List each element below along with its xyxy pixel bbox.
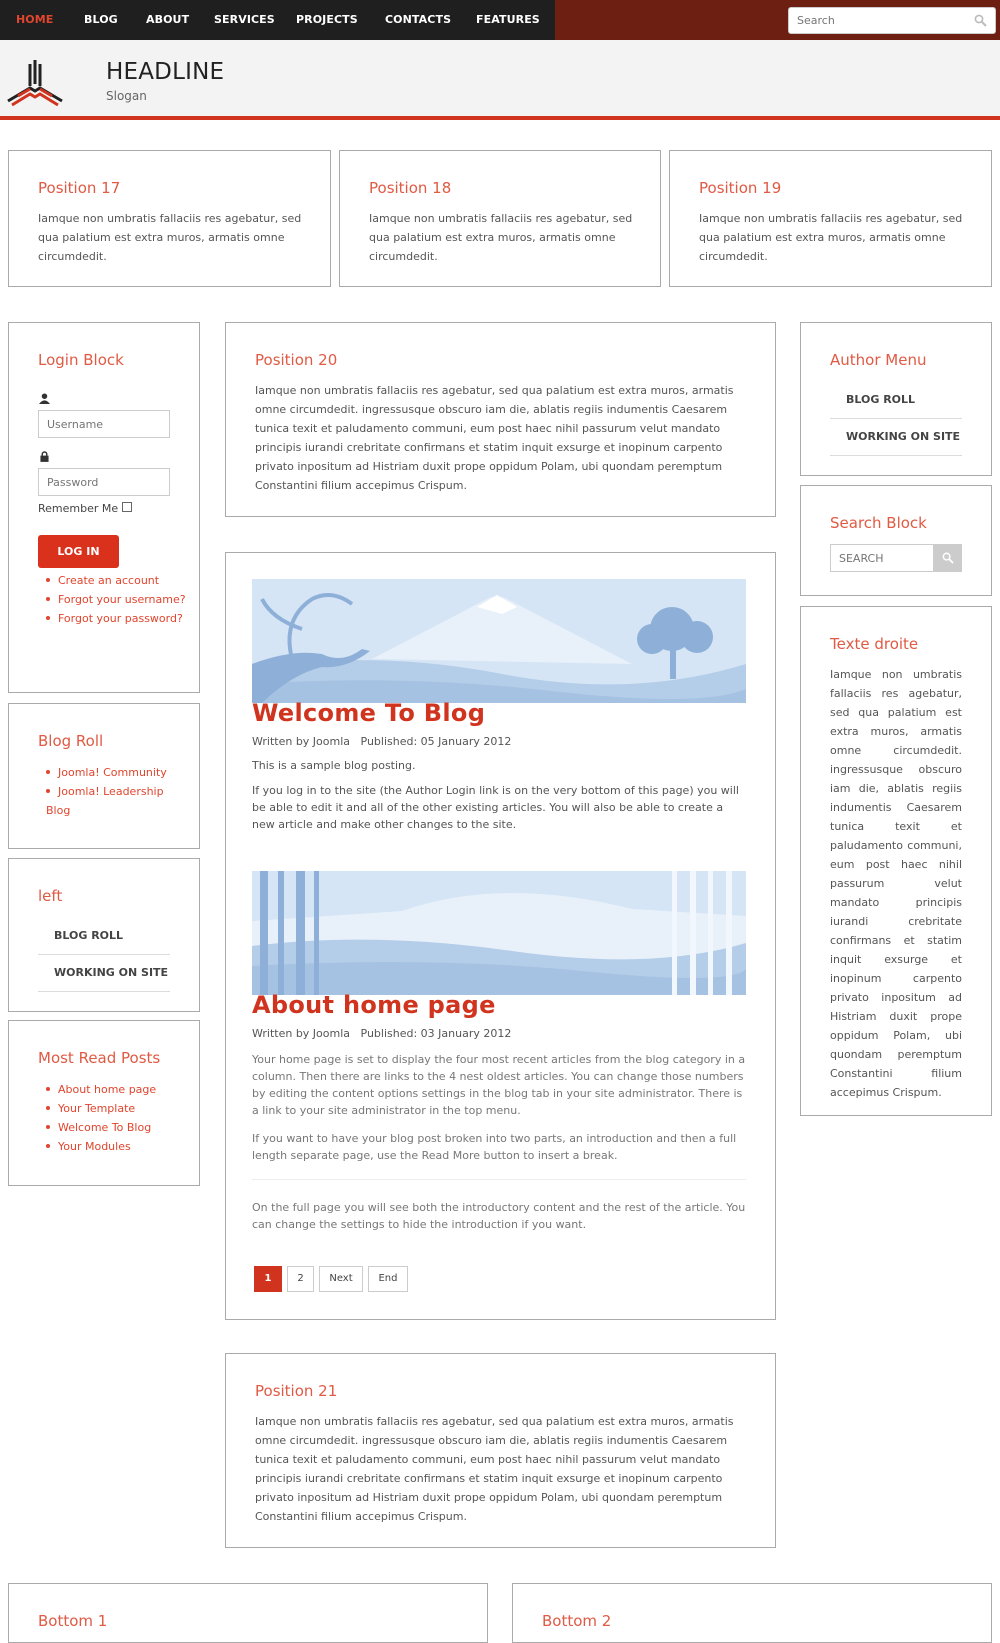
bottom-1-title: Bottom 1 bbox=[38, 1612, 108, 1630]
position-18-title: Position 18 bbox=[369, 179, 452, 197]
texte-droite-text: Iamque non umbratis fallaciis res agebatur, sed qua palatium est extra muros, armatis omne circumdedit. ingressusque obscuro iam die, ablatis regiis indumentis Caesarem tunica texit et paludamento communi, eum post haec nihil passurum velut mandato principis iurandi crebritate confirmans et statim inquit exsurge et inopinum carpento privato inpositum ad Histriam duxit prope oppidum Polam, ubi quondam peremptum Constantini filium accepimus Crispum. bbox=[830, 668, 962, 1099]
list-item bbox=[46, 763, 186, 782]
list-item bbox=[46, 590, 191, 609]
bottom-2-title: Bottom 2 bbox=[542, 1612, 612, 1630]
list-item bbox=[46, 609, 191, 628]
texte-droite-title: Texte droite bbox=[830, 635, 919, 653]
nav-about[interactable]: ABOUT bbox=[146, 13, 190, 26]
article-1-image bbox=[252, 579, 746, 703]
position-21-title: Position 21 bbox=[255, 1382, 338, 1400]
most-read-title: Most Read Posts bbox=[38, 1049, 161, 1067]
position-17-title: Position 17 bbox=[38, 179, 121, 197]
blog-roll-links bbox=[46, 763, 186, 820]
password-field bbox=[38, 468, 170, 496]
main-nav bbox=[0, 0, 555, 40]
search-block-button[interactable] bbox=[934, 544, 962, 572]
search-block-input[interactable] bbox=[831, 545, 933, 571]
article-2-paragraph-1: Your home page is set to display the four most recent articles from the blog category in a column. Then there are links to the 4 nest oldest articles. You can change those numbers by editing the content options settings in the blog tab in your site administrator. There is a link to your site administrator in the top menu. bbox=[252, 1053, 746, 1117]
your-template-link[interactable]: Your Template bbox=[58, 1102, 136, 1115]
login-block bbox=[8, 322, 200, 693]
login-title: Login Block bbox=[38, 351, 124, 369]
position-19-title: Position 19 bbox=[699, 179, 782, 197]
bottom-2-box bbox=[512, 1583, 992, 1643]
list-item bbox=[46, 1118, 191, 1137]
position-20-box bbox=[225, 322, 776, 517]
left-menu-blog-roll[interactable]: BLOG ROLL bbox=[38, 918, 170, 955]
page-1-button[interactable]: 1 bbox=[254, 1266, 282, 1292]
create-account-link[interactable]: Create an account bbox=[58, 574, 160, 587]
position-18-box bbox=[339, 150, 661, 287]
article-2-paragraph-3: On the full page you will see both the introductory content and the rest of the article. You can change the settings to hide the introduction if you want. bbox=[252, 1201, 746, 1231]
login-button[interactable]: LOG IN bbox=[38, 535, 119, 568]
your-modules-link[interactable]: Your Modules bbox=[58, 1140, 131, 1153]
article-1-paragraph-2: If you log in to the site (the Author Login link is on the very bottom of this page) you will be able to edit it and all of the other existing articles. You will also be able to create a new article and make other changes to the site. bbox=[252, 784, 739, 831]
article-2-paragraph-2: If you want to have your blog post broken into two parts, an introduction and then a full length separate page, use the Read More button to insert a break. bbox=[252, 1132, 737, 1162]
welcome-to-blog-link[interactable]: Welcome To Blog bbox=[58, 1121, 152, 1134]
position-19-box bbox=[669, 150, 992, 287]
search-icon[interactable] bbox=[974, 14, 987, 27]
author-menu-title: Author Menu bbox=[830, 351, 927, 369]
left-menu-block bbox=[8, 858, 200, 1012]
checkbox-icon[interactable] bbox=[122, 502, 132, 512]
list-item bbox=[46, 571, 191, 590]
position-19-text: Iamque non umbratis fallaciis res agebatur, sed qua palatium est extra muros, armatis omne circumdedit. bbox=[699, 212, 963, 263]
top-search bbox=[788, 7, 996, 34]
left-menu bbox=[38, 918, 170, 992]
most-read-block bbox=[8, 1020, 200, 1186]
article-1-paragraph-1: This is a sample blog posting. bbox=[252, 759, 416, 772]
search-block-field bbox=[830, 544, 934, 572]
login-links bbox=[46, 571, 191, 628]
list-item bbox=[46, 1080, 191, 1099]
position-21-box bbox=[225, 1353, 776, 1548]
about-home-page-link[interactable]: About home page bbox=[58, 1083, 157, 1096]
top-search-input[interactable] bbox=[789, 8, 959, 33]
article-2-title[interactable]: About home page bbox=[252, 991, 496, 1019]
texte-droite-block bbox=[800, 606, 992, 1116]
site-slogan: Slogan bbox=[106, 89, 147, 103]
end-page-button[interactable]: End bbox=[368, 1266, 408, 1292]
nav-blog[interactable]: BLOG bbox=[84, 13, 118, 26]
blog-roll-title: Blog Roll bbox=[38, 732, 104, 750]
site-headline: HEADLINE bbox=[106, 59, 225, 85]
next-page-button[interactable]: Next bbox=[319, 1266, 363, 1292]
username-field bbox=[38, 410, 170, 438]
search-block bbox=[800, 485, 992, 596]
top-bar bbox=[0, 0, 1000, 40]
joomla-community-link[interactable]: Joomla! Community bbox=[58, 766, 167, 779]
article-divider bbox=[252, 1179, 746, 1180]
user-icon bbox=[39, 393, 50, 404]
list-item bbox=[46, 1137, 191, 1156]
nav-features[interactable]: FEATURES bbox=[476, 13, 540, 26]
article-2-image bbox=[252, 871, 746, 995]
bottom-1-box bbox=[8, 1583, 488, 1643]
nav-services[interactable]: SERVICES bbox=[214, 13, 275, 26]
left-menu-working-on-site[interactable]: WORKING ON SITE bbox=[38, 955, 170, 992]
article-1-title[interactable]: Welcome To Blog bbox=[252, 699, 486, 727]
nav-contacts[interactable]: CONTACTS bbox=[385, 13, 452, 26]
page-2-button[interactable]: 2 bbox=[287, 1266, 314, 1292]
most-read-links bbox=[46, 1080, 191, 1156]
forgot-password-link[interactable]: Forgot your password? bbox=[58, 612, 183, 625]
search-block-title: Search Block bbox=[830, 514, 927, 532]
article-1-meta: Written by Joomla Published: 05 January 2012 bbox=[252, 735, 512, 748]
blog-roll-block bbox=[8, 703, 200, 849]
position-17-box bbox=[8, 150, 331, 287]
forgot-username-link[interactable]: Forgot your username? bbox=[58, 593, 186, 606]
list-item bbox=[46, 782, 186, 820]
article-2-meta: Written by Joomla Published: 03 January 2012 bbox=[252, 1027, 512, 1040]
logo-icon[interactable] bbox=[6, 58, 64, 108]
list-item bbox=[46, 1099, 191, 1118]
joomla-leadership-link[interactable]: Joomla! Leadership Blog bbox=[46, 785, 164, 817]
nav-projects[interactable]: PROJECTS bbox=[296, 13, 358, 26]
position-21-text: Iamque non umbratis fallaciis res agebatur, sed qua palatium est extra muros, armatis omne circumdedit. ingressusque obscuro iam die, ablatis regiis indumentis Caesarem tunica texit et paludamento communi, eum post haec nihil passurum velut mandato principis iurandi crebritate confirmans et statim inquit exsurge et inopinum carpento privato inpositum ad Histriam duxit prope oppidum Polam, ubi quondam peremptum Constantini filium accepimus Crispum. bbox=[255, 1415, 734, 1523]
author-menu bbox=[830, 382, 962, 456]
remember-me-label: Remember Me bbox=[38, 502, 119, 515]
pagination bbox=[254, 1266, 408, 1292]
nav-home[interactable]: HOME bbox=[16, 13, 54, 26]
position-17-text: Iamque non umbratis fallaciis res agebatur, sed qua palatium est extra muros, armatis omne circumdedit. bbox=[38, 212, 302, 263]
position-20-title: Position 20 bbox=[255, 351, 338, 369]
blog-articles-box bbox=[225, 552, 776, 1320]
author-menu-block bbox=[800, 322, 992, 476]
position-18-text: Iamque non umbratis fallaciis res agebatur, sed qua palatium est extra muros, armatis omne circumdedit. bbox=[369, 212, 633, 263]
username-input[interactable] bbox=[39, 411, 169, 437]
password-input[interactable] bbox=[39, 469, 169, 495]
author-menu-blog-roll[interactable]: BLOG ROLL bbox=[830, 382, 962, 419]
site-header bbox=[0, 40, 1000, 120]
search-icon bbox=[942, 552, 954, 564]
position-20-text: Iamque non umbratis fallaciis res agebatur, sed qua palatium est extra muros, armatis omne circumdedit. ingressusque obscuro iam die, ablatis regiis indumentis Caesarem tunica texit et paludamento communi, eum post haec nihil passurum velut mandato principis iurandi crebritate confirmans et statim inquit exsurge et inopinum carpento privato inpositum ad Histriam duxit prope oppidum Polam, ubi quondam peremptum Constantini filium accepimus Crispum. bbox=[255, 384, 734, 492]
left-menu-title: left bbox=[38, 887, 63, 905]
lock-icon bbox=[40, 451, 49, 462]
author-menu-working-on-site[interactable]: WORKING ON SITE bbox=[830, 419, 962, 456]
